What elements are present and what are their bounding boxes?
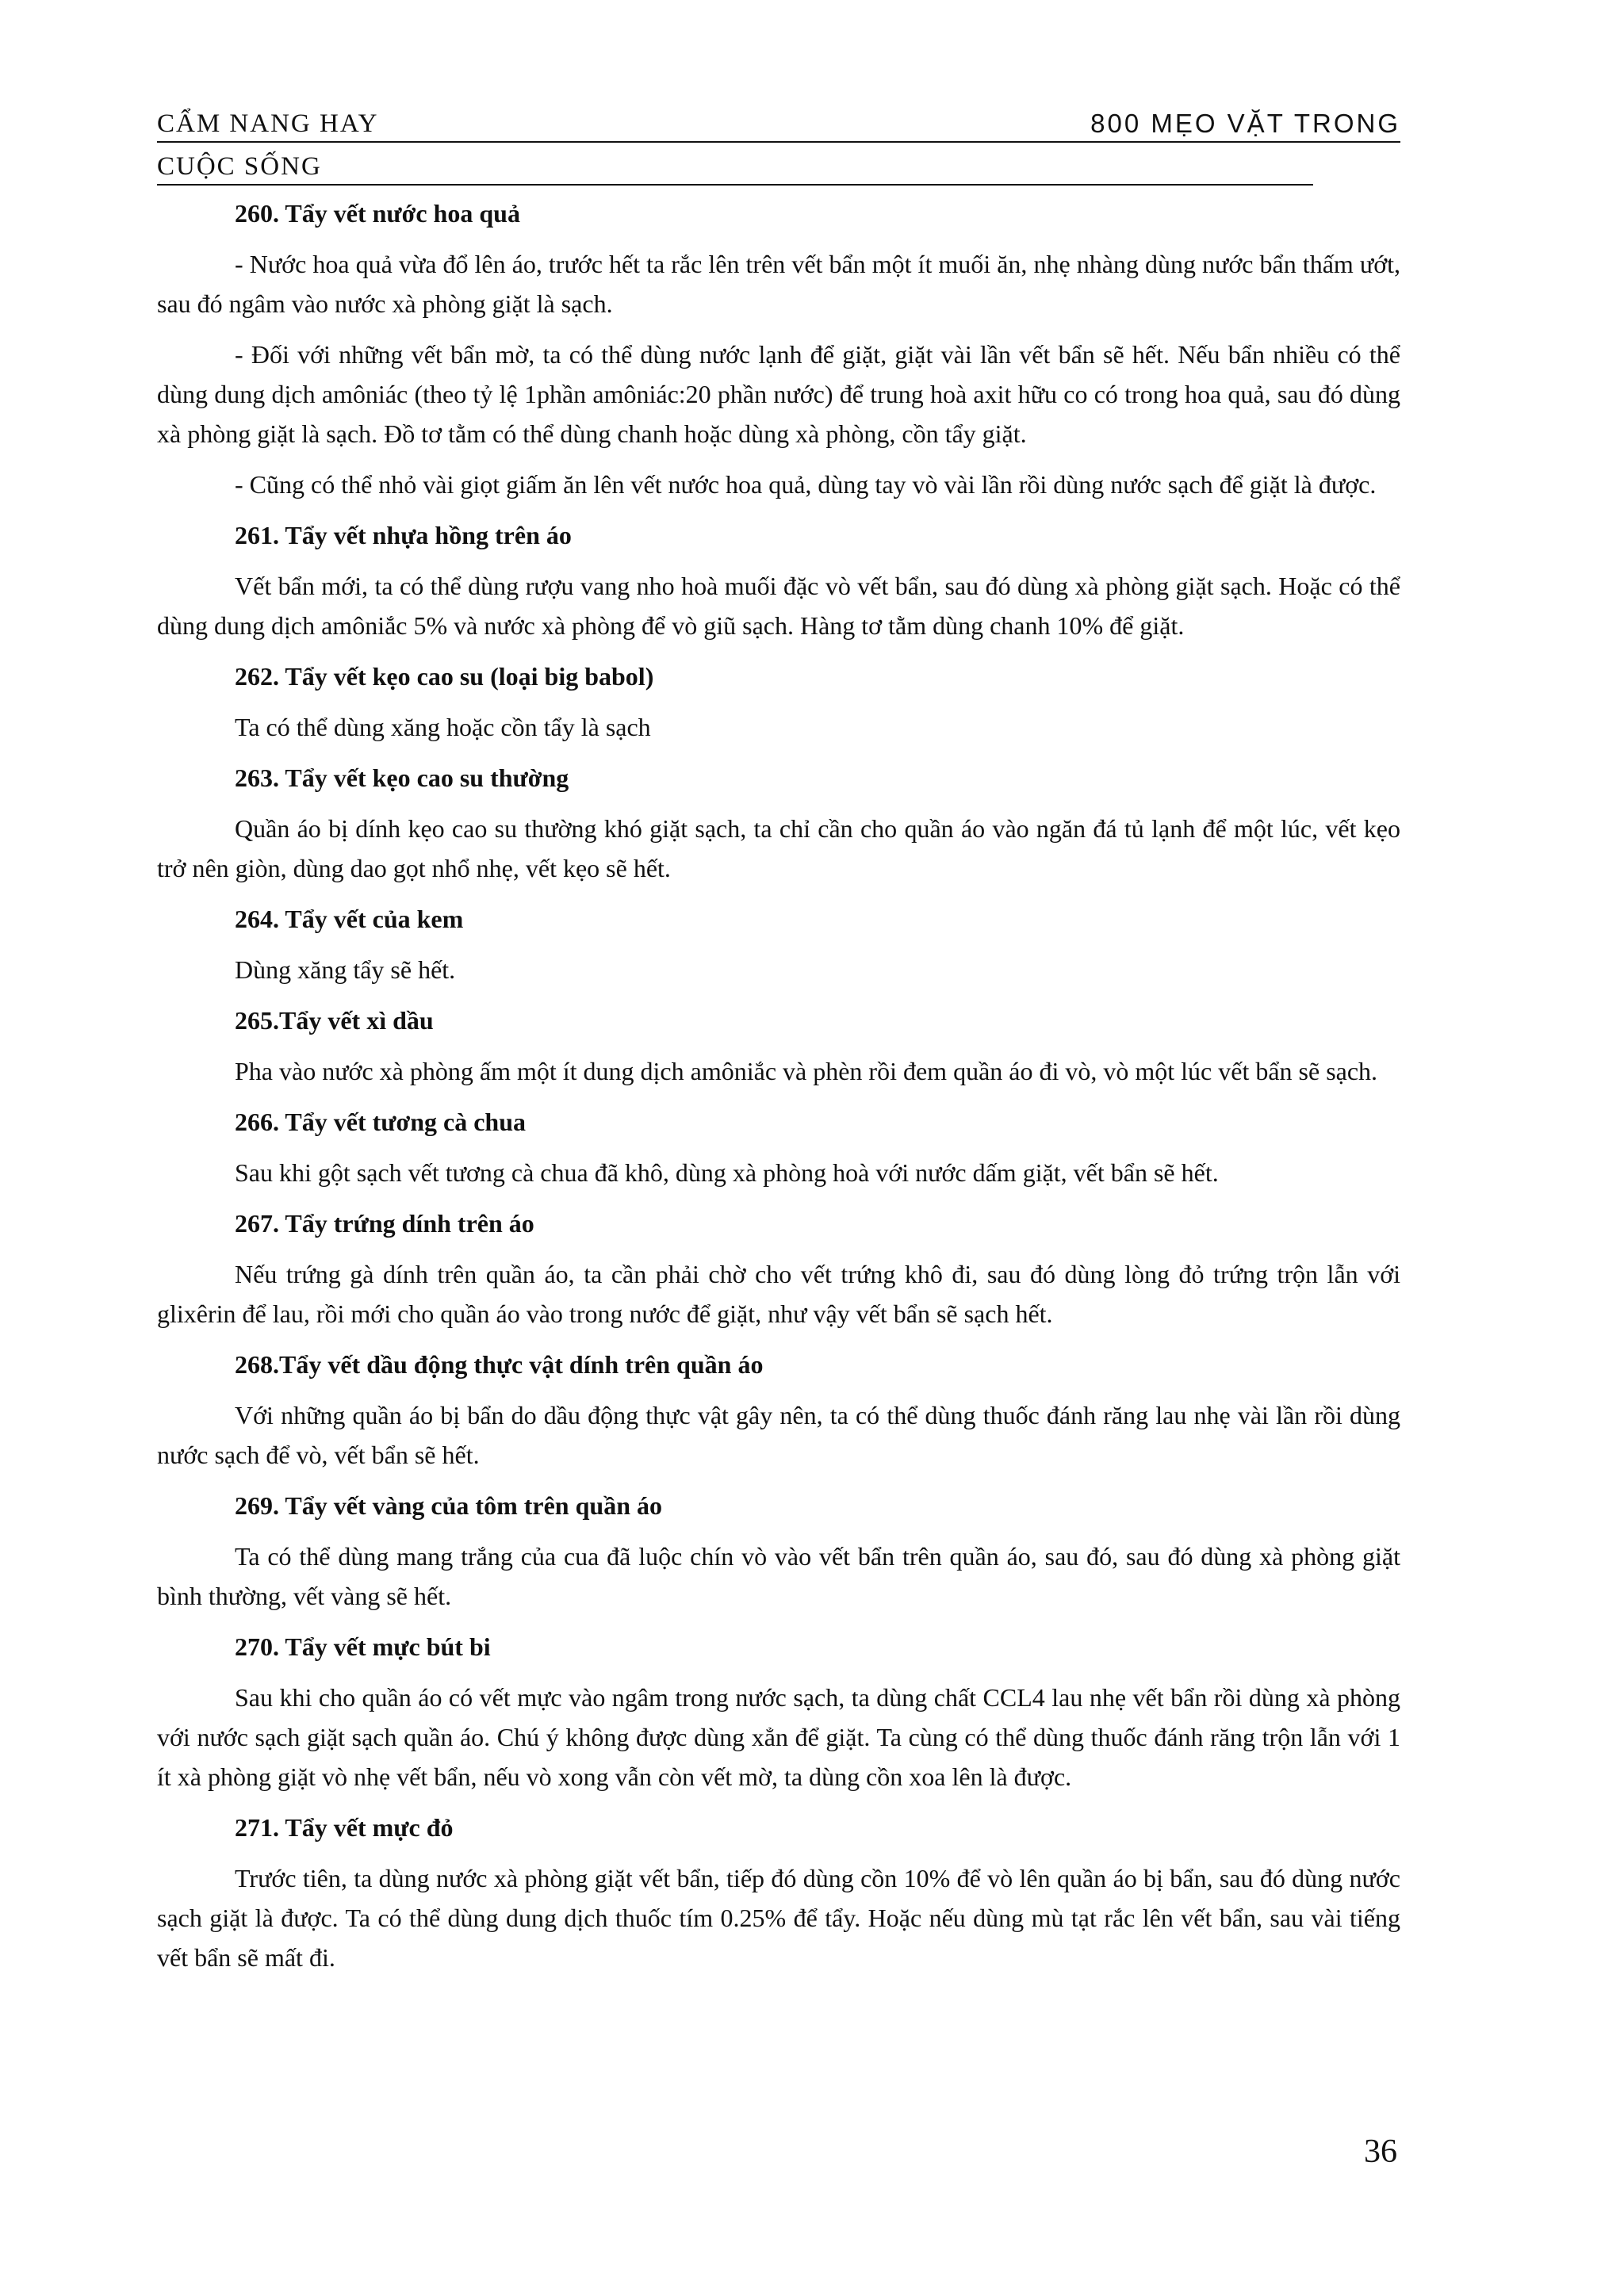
paragraph: Vết bẩn mới, ta có thể dùng rượu vang nho hoà muối đặc vò vết bẩn, sau đó dùng xà phòng giặt sạch. Hoặc có thể dùng dung dịch amôniắc 5% và nước xà phòng để vò giũ sạch. Hàng tơ tằm dùng chanh 10% để giặt. bbox=[157, 572, 1400, 640]
section-271 bbox=[157, 1808, 1400, 1977]
paragraph: Nếu trứng gà dính trên quần áo, ta cần phải chờ cho vết trứng khô đi, sau đó dùng lòng đỏ trứng trộn lẫn với glixêrin để lau, rồi mới cho quần áo vào trong nước để giặt, như vậy vết bẩn sẽ sạch hết. bbox=[157, 1260, 1400, 1328]
paragraph: Với những quần áo bị bẩn do dầu động thực vật gây nên, ta có thể dùng thuốc đánh răng lau nhẹ vài lần rồi dùng nước sạch để vò, vết bẩn sẽ hết. bbox=[157, 1401, 1400, 1469]
section-270 bbox=[157, 1627, 1400, 1797]
header-title-right: 800 MẸO VẶT TRONG bbox=[1090, 109, 1400, 138]
paragraph: Pha vào nước xà phòng ấm một ít dung dịch amôniắc và phèn rồi đem quần áo đi vò, vò một lúc vết bẩn sẽ sạch. bbox=[235, 1057, 1378, 1085]
paragraph: Sau khi gột sạch vết tương cà chua đã khô, dùng xà phòng hoà với nước dấm giặt, vết bẩn sẽ hết. bbox=[235, 1158, 1219, 1187]
section-heading: 271. Tẩy vết mực đỏ bbox=[235, 1813, 454, 1842]
paragraph: - Cũng có thể nhỏ vài giọt giấm ăn lên vết nước hoa quả, dùng tay vò vài lần rồi dùng nước sạch để giặt là được. bbox=[235, 470, 1377, 499]
section-260 bbox=[157, 193, 1400, 504]
paragraph: Ta có thể dùng xăng hoặc cồn tẩy là sạch bbox=[235, 713, 651, 741]
paragraph: - Nước hoa quả vừa đổ lên áo, trước hết ta rắc lên trên vết bẩn một ít muối ăn, nhẹ nhàng dùng nước bẩn thấm ướt, sau đó ngâm vào nước xà phòng giặt là sạch. bbox=[157, 250, 1400, 318]
header-title-left: CẨM NANG HAY bbox=[157, 109, 379, 138]
page-header bbox=[157, 106, 1400, 143]
section-heading: 266. Tẩy vết tương cà chua bbox=[235, 1108, 526, 1136]
paragraph: Quần áo bị dính kẹo cao su thường khó giặt sạch, ta chỉ cần cho quần áo vào ngăn đá tủ lạnh để một lúc, vết kẹo trở nên giòn, dùng dao gọt nhổ nhẹ, vết kẹo sẽ hết. bbox=[157, 814, 1400, 882]
paragraph: Trước tiên, ta dùng nước xà phòng giặt vết bẩn, tiếp đó dùng cồn 10% để vò lên quần áo bị bẩn, sau đó dùng nước sạch giặt là được. Ta có thể dùng dung dịch thuốc tím 0.25% để tẩy. Hoặc nếu dùng mù tạt rắc lên vết bẩn, sau vài tiếng vết bẩn sẽ mất đi. bbox=[157, 1864, 1400, 1972]
section-268 bbox=[157, 1345, 1400, 1475]
section-265 bbox=[157, 1001, 1400, 1091]
section-269 bbox=[157, 1486, 1400, 1616]
section-heading: 260. Tẩy vết nước hoa quả bbox=[235, 199, 520, 228]
section-heading: 262. Tẩy vết kẹo cao su (loại big babol) bbox=[235, 662, 654, 691]
paragraph: - Đối với những vết bẩn mờ, ta có thể dùng nước lạnh để giặt, giặt vài lần vết bẩn sẽ hết. Nếu bẩn nhiều có thể dùng dung dịch amôniác (theo tỷ lệ 1phần amôniác:20 phần nước) để trung hoà axit hữu co có trong hoa quả, sau đó dùng xà phòng giặt là sạch. Đồ tơ tằm có thể dùng chanh hoặc dùng xà phòng, cồn tẩy giặt. bbox=[157, 340, 1400, 448]
section-heading: 270. Tẩy vết mực bút bi bbox=[235, 1632, 491, 1661]
header-subtitle: CUỘC SỐNG bbox=[157, 149, 1313, 186]
section-heading: 268.Tẩy vết dầu động thực vật dính trên quần áo bbox=[235, 1350, 764, 1379]
section-heading: 261. Tẩy vết nhựa hồng trên áo bbox=[235, 521, 572, 549]
section-heading: 269. Tẩy vết vàng của tôm trên quần áo bbox=[235, 1491, 662, 1520]
page-content bbox=[157, 193, 1400, 1988]
section-heading: 267. Tẩy trứng dính trên áo bbox=[235, 1209, 534, 1238]
page-number: 36 bbox=[1364, 2133, 1397, 2170]
paragraph: Ta có thể dùng mang trắng của cua đã luộc chín vò vào vết bẩn trên quần áo, sau đó, sau đó dùng xà phòng giặt bình thường, vết vàng sẽ hết. bbox=[157, 1542, 1400, 1610]
paragraph: Dùng xăng tẩy sẽ hết. bbox=[235, 955, 456, 984]
section-heading: 264. Tẩy vết của kem bbox=[235, 905, 464, 933]
section-266 bbox=[157, 1102, 1400, 1192]
section-263 bbox=[157, 758, 1400, 888]
section-261 bbox=[157, 515, 1400, 645]
section-262 bbox=[157, 656, 1400, 747]
paragraph: Sau khi cho quần áo có vết mực vào ngâm trong nước sạch, ta dùng chất CCL4 lau nhẹ vết bẩn rồi dùng xà phòng với nước sạch giặt sạch quần áo. Chú ý không được dùng xẳn để giặt. Ta cùng có thể dùng thuốc đánh răng trộn lẫn với 1 ít xà phòng giặt vò nhẹ vết bẩn, nếu vò xong vẫn còn vết mờ, ta dùng cồn xoa lên là được. bbox=[157, 1683, 1400, 1791]
section-heading: 263. Tẩy vết kẹo cao su thường bbox=[235, 763, 569, 792]
section-267 bbox=[157, 1203, 1400, 1334]
section-264 bbox=[157, 899, 1400, 989]
section-heading: 265.Tẩy vết xì dầu bbox=[235, 1006, 434, 1035]
